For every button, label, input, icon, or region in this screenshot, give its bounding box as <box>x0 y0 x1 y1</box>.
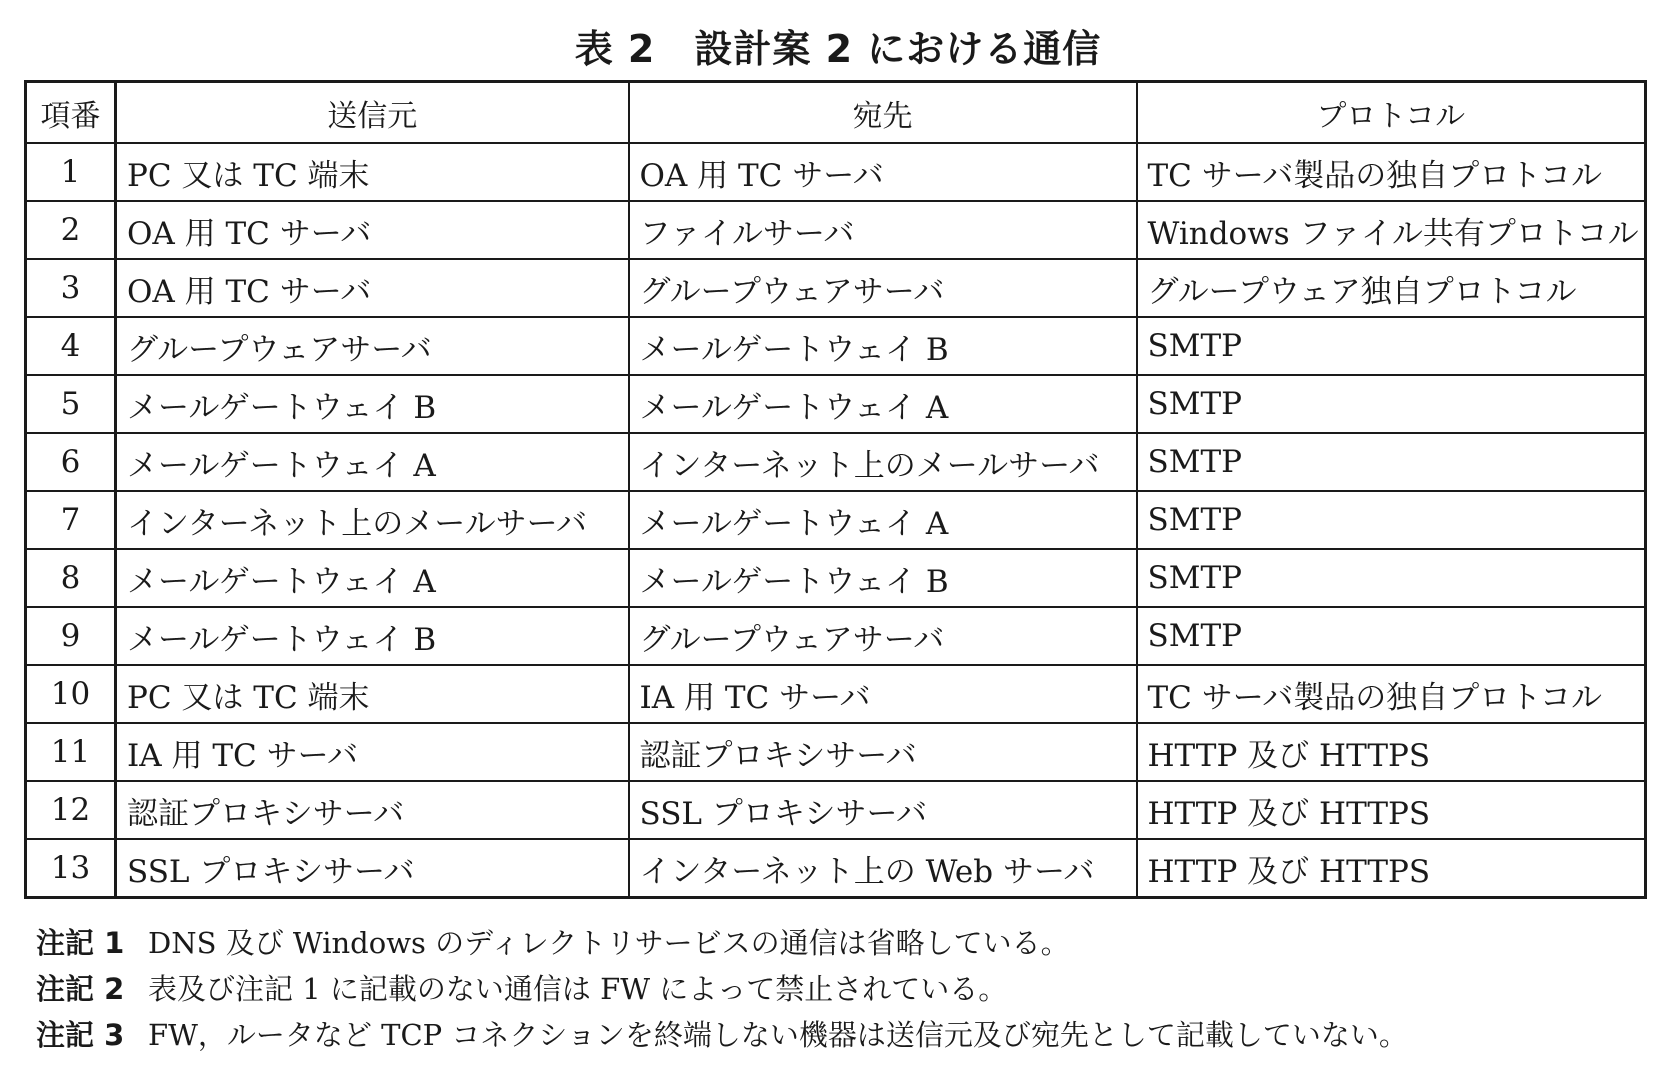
item-number-cell: 11 <box>26 723 116 781</box>
source-cell: SSL プロキシサーバ <box>116 839 629 898</box>
source-cell: 認証プロキシサーバ <box>116 781 629 839</box>
note-item <box>36 966 1656 1012</box>
table-row <box>26 375 1646 433</box>
destination-cell: 認証プロキシサーバ <box>629 723 1137 781</box>
table-row <box>26 549 1646 607</box>
notes <box>36 920 1656 1058</box>
item-number-cell: 3 <box>26 259 116 317</box>
note-label: 注記 2 <box>36 972 125 1006</box>
note-item <box>36 920 1656 966</box>
table-row <box>26 259 1646 317</box>
note-text: DNS 及び Windows のディレクトリサービスの通信は省略している。 <box>148 926 1070 960</box>
protocol-cell: HTTP 及び HTTPS <box>1137 839 1646 898</box>
item-number-cell: 1 <box>26 143 116 201</box>
note-text: 表及び注記 1 に記載のない通信は FW によって禁止されている。 <box>148 972 1008 1006</box>
destination-cell: ファイルサーバ <box>629 201 1137 259</box>
destination-cell: インターネット上の Web サーバ <box>629 839 1137 898</box>
item-number-cell: 5 <box>26 375 116 433</box>
destination-cell: グループウェアサーバ <box>629 259 1137 317</box>
table-title: 表 2 設計案 2 における通信 <box>574 27 1102 71</box>
destination-cell: メールゲートウェイ A <box>629 375 1137 433</box>
source-cell: メールゲートウェイ B <box>116 375 629 433</box>
table-row <box>26 781 1646 839</box>
protocol-cell: SMTP <box>1137 549 1646 607</box>
header-source: 送信元 <box>116 82 629 144</box>
item-number-cell: 8 <box>26 549 116 607</box>
note-label: 注記 1 <box>36 926 125 960</box>
protocol-cell: SMTP <box>1137 491 1646 549</box>
table-row <box>26 665 1646 723</box>
note-text: FW，ルータなど TCP コネクションを終端しない機器は送信元及び宛先として記載していない。 <box>148 1018 1408 1052</box>
protocol-cell: TC サーバ製品の独自プロトコル <box>1137 143 1646 201</box>
destination-cell: メールゲートウェイ B <box>629 317 1137 375</box>
destination-cell: OA 用 TC サーバ <box>629 143 1137 201</box>
source-cell: PC 又は TC 端末 <box>116 143 629 201</box>
header-protocol: プロトコル <box>1137 82 1646 144</box>
table-row <box>26 723 1646 781</box>
table-header-row <box>26 82 1646 144</box>
protocol-cell: TC サーバ製品の独自プロトコル <box>1137 665 1646 723</box>
protocol-cell: SMTP <box>1137 375 1646 433</box>
item-number-cell: 6 <box>26 433 116 491</box>
table-row <box>26 201 1646 259</box>
table-row <box>26 839 1646 898</box>
protocol-cell: Windows ファイル共有プロトコル <box>1137 201 1646 259</box>
destination-cell: インターネット上のメールサーバ <box>629 433 1137 491</box>
source-cell: メールゲートウェイ A <box>116 433 629 491</box>
note-label: 注記 3 <box>36 1018 125 1052</box>
destination-cell: メールゲートウェイ A <box>629 491 1137 549</box>
item-number-cell: 4 <box>26 317 116 375</box>
table-row <box>26 317 1646 375</box>
protocol-cell: グループウェア独自プロトコル <box>1137 259 1646 317</box>
protocol-cell: SMTP <box>1137 317 1646 375</box>
item-number-cell: 13 <box>26 839 116 898</box>
destination-cell: SSL プロキシサーバ <box>629 781 1137 839</box>
note-item <box>36 1012 1656 1058</box>
source-cell: メールゲートウェイ A <box>116 549 629 607</box>
source-cell: OA 用 TC サーバ <box>116 201 629 259</box>
protocol-cell: HTTP 及び HTTPS <box>1137 781 1646 839</box>
protocol-cell: SMTP <box>1137 607 1646 665</box>
source-cell: グループウェアサーバ <box>116 317 629 375</box>
table-row <box>26 607 1646 665</box>
header-item-no: 項番 <box>26 82 116 144</box>
destination-cell: メールゲートウェイ B <box>629 549 1137 607</box>
destination-cell: グループウェアサーバ <box>629 607 1137 665</box>
communication-table <box>24 80 1647 899</box>
source-cell: メールゲートウェイ B <box>116 607 629 665</box>
source-cell: インターネット上のメールサーバ <box>116 491 629 549</box>
protocol-cell: HTTP 及び HTTPS <box>1137 723 1646 781</box>
header-destination: 宛先 <box>629 82 1137 144</box>
table-row <box>26 433 1646 491</box>
source-cell: PC 又は TC 端末 <box>116 665 629 723</box>
source-cell: IA 用 TC サーバ <box>116 723 629 781</box>
table-row <box>26 491 1646 549</box>
source-cell: OA 用 TC サーバ <box>116 259 629 317</box>
item-number-cell: 9 <box>26 607 116 665</box>
item-number-cell: 7 <box>26 491 116 549</box>
table-row <box>26 143 1646 201</box>
item-number-cell: 10 <box>26 665 116 723</box>
destination-cell: IA 用 TC サーバ <box>629 665 1137 723</box>
protocol-cell: SMTP <box>1137 433 1646 491</box>
item-number-cell: 12 <box>26 781 116 839</box>
item-number-cell: 2 <box>26 201 116 259</box>
